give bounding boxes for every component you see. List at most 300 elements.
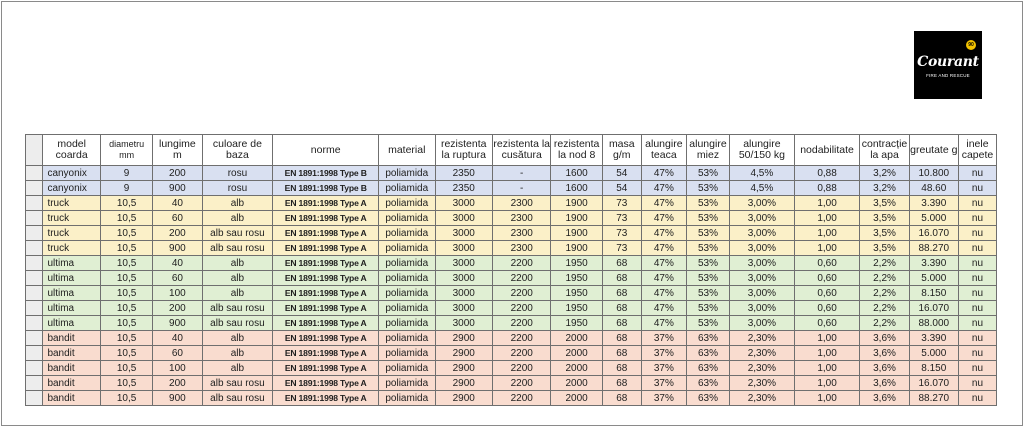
table-cell: 10,5 — [100, 361, 152, 376]
table-cell: 40 — [153, 256, 202, 271]
model-cell: canyonix — [43, 181, 100, 196]
table-cell: 3000 — [435, 271, 492, 286]
table-cell: 1,00 — [794, 331, 860, 346]
table-cell: 68 — [602, 361, 641, 376]
table-cell: 1,00 — [794, 391, 860, 406]
table-row — [26, 211, 997, 226]
table-cell: nu — [958, 196, 996, 211]
table-row — [26, 166, 997, 181]
table-cell: 2,2% — [860, 286, 909, 301]
table-cell: 2,30% — [730, 361, 795, 376]
table-cell: 3,6% — [860, 346, 909, 361]
table-cell: 3,00% — [730, 226, 795, 241]
row-marker — [26, 331, 43, 346]
table-cell: 1950 — [551, 256, 602, 271]
table-cell: 53% — [686, 241, 729, 256]
table-cell: 60 — [153, 271, 202, 286]
model-cell: bandit — [43, 331, 100, 346]
table-cell: 0,60 — [794, 256, 860, 271]
table-cell: 1950 — [551, 316, 602, 331]
column-header: greutate g — [909, 135, 958, 166]
table-cell: poliamida — [379, 181, 435, 196]
table-cell: 68 — [602, 271, 641, 286]
table-cell: nu — [958, 226, 996, 241]
table-cell: nu — [958, 241, 996, 256]
table-cell: 47% — [641, 256, 686, 271]
row-marker — [26, 241, 43, 256]
model-cell: ultima — [43, 256, 100, 271]
table-cell: 47% — [641, 271, 686, 286]
table-cell: 0,60 — [794, 271, 860, 286]
table-cell: 47% — [641, 166, 686, 181]
row-marker — [26, 226, 43, 241]
table-cell: 54 — [602, 166, 641, 181]
table-cell: 900 — [153, 391, 202, 406]
table-cell: 200 — [153, 376, 202, 391]
column-header: norme — [273, 135, 379, 166]
logo-name: Courant — [917, 54, 979, 70]
table-cell: 2350 — [435, 181, 492, 196]
table-cell: 16.070 — [909, 376, 958, 391]
table-cell: EN 1891:1998 Type A — [273, 271, 379, 286]
table-cell: 10,5 — [100, 376, 152, 391]
table-cell: 0,60 — [794, 286, 860, 301]
table-cell: nu — [958, 256, 996, 271]
table-cell: 10.800 — [909, 166, 958, 181]
table-cell: 2300 — [492, 241, 551, 256]
model-cell: ultima — [43, 286, 100, 301]
table-cell: 60 — [153, 211, 202, 226]
table-cell: 63% — [686, 361, 729, 376]
table-cell: 53% — [686, 286, 729, 301]
table-cell: 1900 — [551, 211, 602, 226]
table-cell: 2900 — [435, 376, 492, 391]
table-cell: 900 — [153, 181, 202, 196]
table-cell: 47% — [641, 226, 686, 241]
row-marker — [26, 181, 43, 196]
table-cell: EN 1891:1998 Type A — [273, 196, 379, 211]
table-cell: 200 — [153, 226, 202, 241]
table-row — [26, 391, 997, 406]
table-cell: 68 — [602, 301, 641, 316]
column-header: rezistenta la ruptura — [435, 135, 492, 166]
table-cell: 53% — [686, 196, 729, 211]
table-cell: poliamida — [379, 391, 435, 406]
table-cell: 3000 — [435, 286, 492, 301]
table-cell: 37% — [641, 391, 686, 406]
table-cell: 73 — [602, 226, 641, 241]
table-cell: 1950 — [551, 286, 602, 301]
table-cell: 37% — [641, 346, 686, 361]
row-marker — [26, 316, 43, 331]
table-cell: 2200 — [492, 331, 551, 346]
table-cell: 1950 — [551, 271, 602, 286]
table-cell: 47% — [641, 241, 686, 256]
table-cell: poliamida — [379, 196, 435, 211]
table-row — [26, 271, 997, 286]
table-cell: 53% — [686, 256, 729, 271]
table-cell: 3000 — [435, 256, 492, 271]
column-header: diametru mm — [100, 135, 152, 166]
table-cell: EN 1891:1998 Type B — [273, 166, 379, 181]
table-cell: 10,5 — [100, 256, 152, 271]
table-cell: 5.000 — [909, 271, 958, 286]
table-cell: 1900 — [551, 226, 602, 241]
table-cell: nu — [958, 166, 996, 181]
table-cell: nu — [958, 316, 996, 331]
row-marker — [26, 196, 43, 211]
table-cell: 2300 — [492, 226, 551, 241]
table-cell: 73 — [602, 196, 641, 211]
table-cell: 53% — [686, 211, 729, 226]
table-cell: 2200 — [492, 346, 551, 361]
table-cell: alb sau rosu — [202, 301, 273, 316]
model-cell: ultima — [43, 271, 100, 286]
table-cell: poliamida — [379, 226, 435, 241]
column-header: culoare de baza — [202, 135, 273, 166]
table-cell: nu — [958, 376, 996, 391]
table-cell: poliamida — [379, 286, 435, 301]
table-cell: 10,5 — [100, 391, 152, 406]
model-cell: bandit — [43, 346, 100, 361]
table-cell: 88.270 — [909, 241, 958, 256]
table-cell: 68 — [602, 391, 641, 406]
table-cell: 0,60 — [794, 301, 860, 316]
table-cell: 10,5 — [100, 301, 152, 316]
table-cell: nu — [958, 331, 996, 346]
model-cell: bandit — [43, 361, 100, 376]
table-row — [26, 256, 997, 271]
row-marker — [26, 271, 43, 286]
table-row — [26, 226, 997, 241]
table-cell: alb — [202, 361, 273, 376]
table-cell: 10,5 — [100, 271, 152, 286]
table-cell: nu — [958, 301, 996, 316]
table-cell: 40 — [153, 331, 202, 346]
table-cell: 2900 — [435, 346, 492, 361]
table-cell: 9 — [100, 181, 152, 196]
table-cell: 100 — [153, 286, 202, 301]
table-cell: EN 1891:1998 Type A — [273, 331, 379, 346]
table-cell: 1,00 — [794, 361, 860, 376]
table-cell: 3,5% — [860, 226, 909, 241]
table-cell: 1,00 — [794, 346, 860, 361]
table-cell: EN 1891:1998 Type A — [273, 211, 379, 226]
table-cell: - — [492, 166, 551, 181]
table-cell: 53% — [686, 316, 729, 331]
table-cell: alb — [202, 346, 273, 361]
table-cell: EN 1891:1998 Type A — [273, 241, 379, 256]
column-header: alungire teaca — [641, 135, 686, 166]
table-cell: 2200 — [492, 271, 551, 286]
table-cell: 1900 — [551, 196, 602, 211]
table-cell: 3,00% — [730, 256, 795, 271]
table-cell: alb sau rosu — [202, 241, 273, 256]
table-cell: alb sau rosu — [202, 376, 273, 391]
table-cell: 53% — [686, 271, 729, 286]
table-cell: 10,5 — [100, 331, 152, 346]
table-cell: 2,2% — [860, 271, 909, 286]
table-cell: 63% — [686, 391, 729, 406]
column-header: masa g/m — [602, 135, 641, 166]
table-cell: 47% — [641, 211, 686, 226]
table-cell: 10,5 — [100, 346, 152, 361]
table-row — [26, 331, 997, 346]
table-cell: alb sau rosu — [202, 226, 273, 241]
column-header: model coarda — [43, 135, 100, 166]
table-cell: 48.60 — [909, 181, 958, 196]
table-cell: 68 — [602, 316, 641, 331]
table-cell: 37% — [641, 331, 686, 346]
table-cell: 2,2% — [860, 316, 909, 331]
table-cell: 2200 — [492, 301, 551, 316]
table-cell: 10,5 — [100, 316, 152, 331]
table-cell: poliamida — [379, 211, 435, 226]
table-cell: EN 1891:1998 Type A — [273, 256, 379, 271]
table-cell: 3,00% — [730, 241, 795, 256]
table-cell: poliamida — [379, 346, 435, 361]
model-cell: ultima — [43, 316, 100, 331]
table-cell: 5.000 — [909, 211, 958, 226]
column-header: contracție la apa — [860, 135, 909, 166]
row-marker — [26, 361, 43, 376]
model-cell: ultima — [43, 301, 100, 316]
table-cell: 2200 — [492, 361, 551, 376]
row-marker — [26, 211, 43, 226]
table-cell: 16.070 — [909, 301, 958, 316]
table-cell: alb sau rosu — [202, 391, 273, 406]
table-cell: EN 1891:1998 Type A — [273, 376, 379, 391]
table-cell: poliamida — [379, 361, 435, 376]
table-cell: 3,6% — [860, 376, 909, 391]
table-cell: EN 1891:1998 Type A — [273, 346, 379, 361]
table-cell: 5.000 — [909, 346, 958, 361]
table-cell: 0,88 — [794, 181, 860, 196]
table-cell: EN 1891:1998 Type A — [273, 361, 379, 376]
table-cell: 2200 — [492, 391, 551, 406]
table-cell: nu — [958, 211, 996, 226]
table-cell: 3,5% — [860, 211, 909, 226]
table-cell: 2000 — [551, 346, 602, 361]
table-cell: - — [492, 181, 551, 196]
table-cell: 10,5 — [100, 226, 152, 241]
table-cell: 53% — [686, 181, 729, 196]
table-cell: 4,5% — [730, 166, 795, 181]
table-cell: EN 1891:1998 Type A — [273, 226, 379, 241]
table-cell: 88.270 — [909, 391, 958, 406]
row-marker — [26, 391, 43, 406]
table-cell: 2200 — [492, 376, 551, 391]
table-cell: poliamida — [379, 256, 435, 271]
table-cell: 2200 — [492, 316, 551, 331]
table-cell: 2300 — [492, 196, 551, 211]
table-cell: alb — [202, 271, 273, 286]
table-cell: 3,2% — [860, 166, 909, 181]
table-cell: rosu — [202, 181, 273, 196]
table-cell: alb — [202, 211, 273, 226]
table-cell: alb — [202, 331, 273, 346]
table-cell: 2000 — [551, 391, 602, 406]
table-cell: poliamida — [379, 301, 435, 316]
row-marker-header — [26, 135, 43, 166]
column-header: lungime m — [153, 135, 202, 166]
table-cell: 68 — [602, 256, 641, 271]
table-cell: 63% — [686, 346, 729, 361]
table-cell: 47% — [641, 301, 686, 316]
row-marker — [26, 346, 43, 361]
column-header: inele capete — [958, 135, 996, 166]
table-cell: EN 1891:1998 Type A — [273, 286, 379, 301]
table-cell: poliamida — [379, 376, 435, 391]
rope-spec-table — [25, 134, 997, 406]
table-cell: 3000 — [435, 241, 492, 256]
table-cell: 1600 — [551, 166, 602, 181]
table-cell: 3.390 — [909, 331, 958, 346]
table-cell: poliamida — [379, 241, 435, 256]
table-cell: 3000 — [435, 211, 492, 226]
table-cell: 2200 — [492, 256, 551, 271]
table-cell: rosu — [202, 166, 273, 181]
table-cell: 1,00 — [794, 376, 860, 391]
table-cell: 0,88 — [794, 166, 860, 181]
model-cell: bandit — [43, 376, 100, 391]
table-cell: 100 — [153, 361, 202, 376]
table-cell: 37% — [641, 361, 686, 376]
table-cell: 3,00% — [730, 301, 795, 316]
table-cell: 2350 — [435, 166, 492, 181]
table-cell: 3,00% — [730, 286, 795, 301]
table-cell: 10,5 — [100, 211, 152, 226]
table-cell: poliamida — [379, 316, 435, 331]
table-cell: 3,2% — [860, 181, 909, 196]
table-cell: 73 — [602, 241, 641, 256]
table-cell: 63% — [686, 331, 729, 346]
table-cell: 3,5% — [860, 196, 909, 211]
table-cell: alb — [202, 256, 273, 271]
table-cell: 63% — [686, 376, 729, 391]
table-cell: 1,00 — [794, 241, 860, 256]
column-header: alungire 50/150 kg — [730, 135, 795, 166]
table-cell: 53% — [686, 226, 729, 241]
table-cell: alb sau rosu — [202, 316, 273, 331]
courant-logo — [914, 31, 982, 99]
table-cell: 73 — [602, 211, 641, 226]
model-cell: truck — [43, 226, 100, 241]
row-marker — [26, 286, 43, 301]
table-cell: 3,6% — [860, 361, 909, 376]
table-cell: nu — [958, 271, 996, 286]
table-cell: 3.390 — [909, 256, 958, 271]
table-cell: nu — [958, 286, 996, 301]
table-cell: 3.390 — [909, 196, 958, 211]
table-cell: poliamida — [379, 166, 435, 181]
table-cell: 60 — [153, 346, 202, 361]
table-cell: 8.150 — [909, 361, 958, 376]
table-cell: 3000 — [435, 316, 492, 331]
table-row — [26, 286, 997, 301]
table-cell: 10,5 — [100, 241, 152, 256]
model-cell: canyonix — [43, 166, 100, 181]
table-cell: 2000 — [551, 331, 602, 346]
table-cell: alb — [202, 196, 273, 211]
table-cell: 68 — [602, 376, 641, 391]
table-row — [26, 361, 997, 376]
row-marker — [26, 301, 43, 316]
logo-badge: 90 — [966, 40, 976, 50]
table-cell: 1,00 — [794, 211, 860, 226]
table-row — [26, 301, 997, 316]
table-cell: 2,30% — [730, 346, 795, 361]
table-cell: 3,00% — [730, 196, 795, 211]
table-cell: 68 — [602, 331, 641, 346]
table-cell: 53% — [686, 301, 729, 316]
model-cell: truck — [43, 196, 100, 211]
table-cell: 900 — [153, 316, 202, 331]
table-cell: 1600 — [551, 181, 602, 196]
table-cell: 2900 — [435, 391, 492, 406]
table-cell: 2300 — [492, 211, 551, 226]
model-cell: bandit — [43, 391, 100, 406]
table-cell: 900 — [153, 241, 202, 256]
table-cell: 3,00% — [730, 271, 795, 286]
table-cell: 10,5 — [100, 196, 152, 211]
table-cell: 3,6% — [860, 391, 909, 406]
row-marker — [26, 256, 43, 271]
table-row — [26, 196, 997, 211]
table-cell: 3000 — [435, 301, 492, 316]
table-row — [26, 376, 997, 391]
table-cell: 2900 — [435, 331, 492, 346]
table-row — [26, 241, 997, 256]
table-cell: 3,00% — [730, 316, 795, 331]
table-row — [26, 181, 997, 196]
table-cell: 68 — [602, 346, 641, 361]
table-cell: 1,00 — [794, 196, 860, 211]
table-cell: 2900 — [435, 361, 492, 376]
table-cell: 200 — [153, 301, 202, 316]
table-cell: 10,5 — [100, 286, 152, 301]
row-marker — [26, 166, 43, 181]
table-cell: 2,30% — [730, 391, 795, 406]
table-cell: 3000 — [435, 196, 492, 211]
table-cell: 47% — [641, 196, 686, 211]
column-header: nodabilitate — [794, 135, 860, 166]
table-cell: 3,5% — [860, 241, 909, 256]
column-header: rezistenta la cusătura — [492, 135, 551, 166]
column-header: alungire miez — [686, 135, 729, 166]
table-cell: 1900 — [551, 241, 602, 256]
table-row — [26, 316, 997, 331]
table-cell: 3000 — [435, 226, 492, 241]
table-cell: 68 — [602, 286, 641, 301]
table-cell: 54 — [602, 181, 641, 196]
column-header: material — [379, 135, 435, 166]
table-cell: 88.000 — [909, 316, 958, 331]
logo-subtitle: FIRE AND RESCUE — [926, 73, 970, 78]
table-body — [26, 166, 997, 406]
table-cell: 0,60 — [794, 316, 860, 331]
table-cell: 47% — [641, 286, 686, 301]
table-cell: 2,30% — [730, 331, 795, 346]
table-cell: 3,00% — [730, 211, 795, 226]
table-cell: 9 — [100, 166, 152, 181]
table-cell: 37% — [641, 376, 686, 391]
table-cell: 8.150 — [909, 286, 958, 301]
table-cell: nu — [958, 346, 996, 361]
table-cell: poliamida — [379, 271, 435, 286]
table-cell: poliamida — [379, 331, 435, 346]
table-cell: 2200 — [492, 286, 551, 301]
